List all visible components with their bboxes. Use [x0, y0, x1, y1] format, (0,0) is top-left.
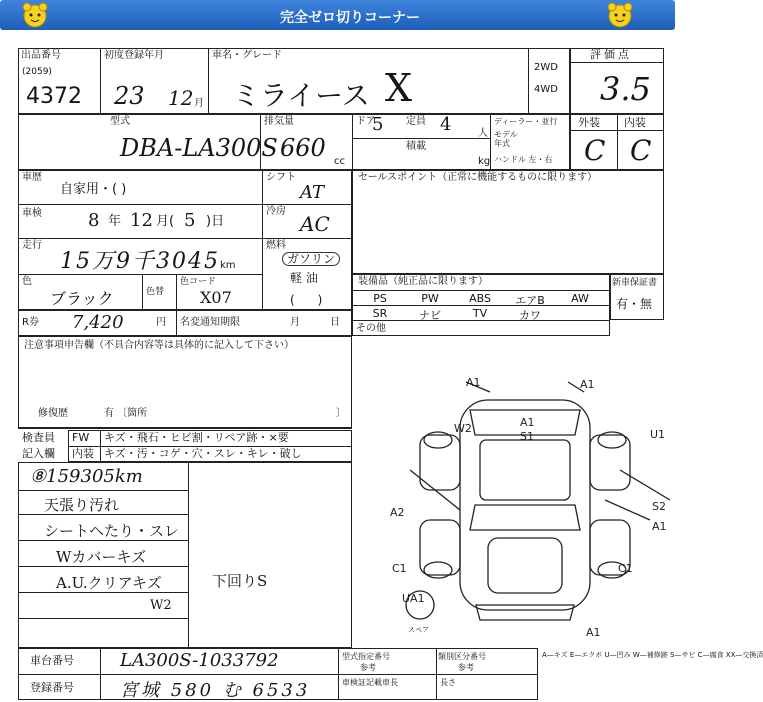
mark-a1-bottom: A1	[586, 626, 601, 639]
mark-w2: W2	[454, 422, 472, 435]
inspection-label: 車検	[22, 208, 42, 219]
equipment-item: TV	[472, 307, 488, 320]
dealer-label: ディーラー・並行	[494, 117, 558, 126]
car-name: ミライース	[232, 79, 370, 112]
mark-a1-roof: A1	[520, 416, 535, 429]
lot-sub: (2059)	[22, 67, 52, 77]
ac: AC	[300, 212, 330, 236]
cap-unit: 人	[478, 128, 488, 139]
tax-label: 名変通知期限	[180, 317, 240, 328]
kg-unit: kg	[478, 156, 491, 167]
lot-number: 4372	[26, 84, 82, 109]
other-label: その他	[356, 323, 386, 334]
equipment-item: ABS	[469, 292, 491, 305]
fuel-label: 燃料	[266, 240, 286, 251]
first-reg-month: 12	[168, 86, 194, 110]
damage-legend: A—キズ E—エクボ U—凹み W—補修跡 S—サビ C—腐食 XX—交換済	[542, 651, 763, 659]
color-label: 色	[22, 276, 32, 287]
equipment-item: AW	[571, 292, 589, 305]
mark-s2: S2	[652, 500, 666, 513]
model-label: 型式	[110, 116, 130, 127]
car-name-label: 車名・グレード	[212, 50, 282, 61]
yen-unit: 円	[156, 317, 166, 328]
car-diagram	[380, 370, 680, 640]
mark-a2: A2	[390, 506, 405, 519]
memo-line-1: ⑧159305km	[30, 466, 143, 487]
chassis-number: LA300S-1033792	[120, 650, 279, 671]
insp-month: 12	[130, 210, 153, 231]
drive-2wd: 2WD	[534, 62, 558, 73]
ext-grade: C	[584, 134, 606, 167]
mark-a1-right: A1	[652, 520, 667, 533]
history-label: 車歴	[22, 172, 42, 183]
history: 自家用・( )	[60, 182, 127, 197]
mark-a1-top-left: A1	[466, 376, 481, 389]
memo-line-6: W2	[150, 598, 172, 613]
recycle-label: R券	[22, 317, 39, 328]
ac-label: 冷房	[266, 206, 286, 217]
score: 3.5	[600, 70, 651, 108]
model: DBA-LA300S	[120, 134, 278, 162]
mark-ua1: UA1	[402, 592, 425, 605]
recycle: 7,420	[72, 312, 124, 333]
door: 5	[372, 114, 384, 135]
door-label: ドア	[356, 116, 376, 127]
shift-label: シフト	[266, 172, 296, 183]
equipment-item: PW	[421, 292, 439, 305]
warranty-value: 有・無	[616, 297, 653, 311]
mileage: 15万9千3045	[60, 249, 220, 274]
score-label: 評価点	[590, 48, 632, 61]
model-year-label: モデル 年式	[494, 130, 518, 148]
sales-point-box	[352, 170, 664, 274]
equipment-item: カワ	[519, 309, 541, 322]
repair-label: 修復歴	[38, 408, 68, 419]
inspector-label-1: 検査員	[22, 431, 55, 444]
insp-year: 8	[88, 210, 100, 231]
insp-month-unit: 月(	[156, 214, 175, 229]
equipment-item: SR	[372, 307, 388, 320]
memo-line-5: A.U.クリアキズ	[56, 574, 162, 592]
mark-s1-roof: S1	[520, 430, 534, 443]
int-label: 内装	[624, 116, 646, 129]
chassis-label: 車台番号	[30, 654, 74, 667]
grade: X	[385, 66, 413, 110]
cap: 4	[440, 114, 452, 135]
drive-4wd: 4WD	[534, 84, 558, 95]
color: ブラック	[50, 289, 114, 308]
fuel-diesel: 軽 油	[290, 271, 318, 285]
color-code-label: 色コード	[180, 277, 217, 287]
banner-title: 完全ゼロ切りコーナー	[280, 10, 420, 26]
color-exch-label: 色替	[146, 287, 165, 297]
inspector-row2: キズ・汚・コゲ・穴・スレ・キレ・破し	[104, 447, 302, 460]
first-reg-year: 23	[114, 82, 145, 110]
banner	[0, 0, 675, 30]
handle-label: ハンドル 左・右	[494, 155, 553, 164]
seki-label: 積載	[406, 141, 426, 152]
disp-label: 排気量	[264, 116, 294, 127]
memo-right: 下回りS	[212, 572, 268, 590]
spare-label: スペア	[408, 626, 429, 634]
memo-line-2: 天張り汚れ	[44, 496, 120, 514]
equipment-item: PS	[373, 292, 387, 305]
memo-line-3: シートヘたり・スレ	[44, 522, 180, 540]
warranty-label: 新車保証書	[612, 278, 658, 288]
mascot-icon	[605, 0, 635, 30]
memo-line-4: Wカバーキズ	[56, 548, 147, 566]
insp-year-unit: 年	[108, 214, 122, 229]
mark-a1-top-right: A1	[580, 378, 595, 391]
registration-label: 登録番号	[30, 681, 74, 694]
insp-day: 5	[184, 210, 196, 231]
ext-label: 外装	[578, 116, 600, 129]
disp-unit: cc	[334, 156, 345, 167]
mascot-icon	[20, 0, 50, 30]
fuel-gasoline: ガソリン	[282, 252, 340, 266]
insp-day-unit: )日	[206, 214, 225, 229]
sales-point-label: セールスポイント（正常に機能するものに限ります）	[358, 172, 598, 183]
shift: AT	[300, 182, 325, 203]
disp: 660	[280, 134, 326, 162]
color-code: X07	[200, 288, 232, 307]
repair-value: 有 〔箇所	[104, 408, 148, 419]
lot-label: 出品番号	[21, 50, 61, 61]
cap-label: 定員	[406, 116, 426, 127]
mileage-label: 走行	[22, 240, 42, 251]
notes-title: 注意事項申告欄（不具合内容等は具体的に記入して下さい）	[24, 340, 294, 351]
equipment-label: 装備品（純正品に限ります）	[358, 276, 488, 287]
km-unit: km	[220, 260, 236, 271]
equipment-item: エアB	[515, 294, 545, 307]
mark-c1-right: C1	[618, 562, 633, 575]
int-grade: C	[630, 134, 652, 167]
equipment-item: ナビ	[419, 309, 441, 322]
registration-number: 宮城 580 む 6533	[120, 680, 311, 701]
mark-c1-left: C1	[392, 562, 407, 575]
inspector-label-2: 記入欄	[22, 447, 55, 460]
first-reg-label: 初度登録年月	[104, 50, 164, 61]
inspector-row1: キズ・飛石・ヒビ割・リペア跡・×要	[104, 431, 289, 444]
mark-u1: U1	[650, 428, 666, 441]
